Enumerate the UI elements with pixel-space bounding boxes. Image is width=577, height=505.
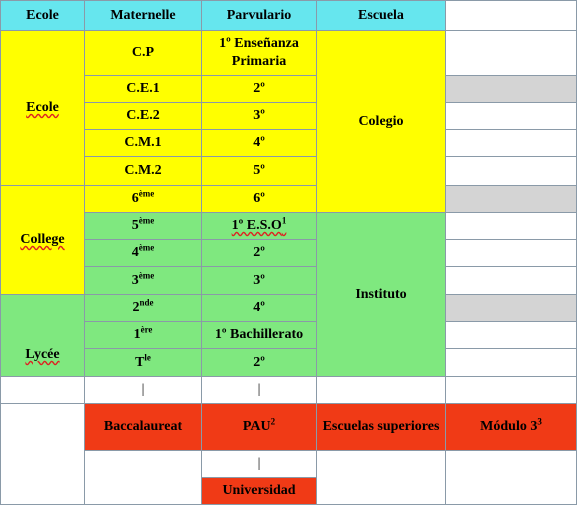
cp-label: C.P [131, 45, 155, 60]
bachillerato-2-cell [201, 348, 317, 377]
lycee-label: Lycée [25, 347, 60, 362]
ce1-label: C.E.1 [126, 81, 160, 96]
cm2-cell [84, 156, 202, 186]
eso-4-cell [201, 294, 317, 322]
empty-cell [0, 376, 85, 404]
connector-line: | [257, 456, 261, 471]
escuelas-superiores-cell [316, 403, 446, 451]
empty-cell [445, 266, 577, 295]
primaria-6-label: 6º [253, 191, 265, 206]
primaria-4-cell [201, 129, 317, 157]
ce2-cell [84, 102, 202, 130]
instituto-cell [316, 212, 446, 377]
eso-3-label: 3º [253, 272, 265, 288]
bachillerato-2-label: 2º [253, 354, 265, 370]
cinquieme-label: 5ème [131, 215, 155, 233]
instituto-label: Instituto [355, 286, 407, 302]
escuelas-superiores-label: Escuelas superiores [322, 419, 440, 434]
modulo-3-cell [445, 403, 577, 451]
empty-cell [0, 403, 85, 505]
universidad-cell [201, 477, 317, 505]
connector-line: | [257, 382, 261, 397]
header-label: Escuela [358, 7, 404, 23]
quatrieme-label: 4ème [131, 242, 155, 260]
empty-cell [316, 450, 446, 505]
empty-cell [445, 321, 577, 349]
primaria-4-label: 4º [253, 135, 265, 150]
college-label: College [20, 232, 65, 247]
universidad-label: Universidad [222, 483, 296, 498]
header-empty [445, 0, 577, 31]
empty-cell [445, 129, 577, 157]
baccalaureat-cell [84, 403, 202, 451]
premiere-label: 1ère [133, 324, 153, 342]
header-escuela [316, 0, 446, 31]
troisieme-cell [84, 266, 202, 295]
primaria-3-cell [201, 102, 317, 130]
arrow-cell [84, 376, 202, 404]
arrow-cell [201, 450, 317, 478]
modulo-3-label: Módulo $3^3$ [480, 416, 542, 434]
cm1-label: C.M.1 [124, 135, 162, 150]
eso-2-cell [201, 239, 317, 267]
empty-cell [445, 212, 577, 240]
empty-cell [445, 239, 577, 267]
premiere-cell [84, 321, 202, 349]
empty-cell [445, 102, 577, 130]
baccalaureat-label: Baccalaureat [103, 419, 183, 434]
quatrieme-cell [84, 239, 202, 267]
primaria-6-cell [201, 185, 317, 213]
pau-cell [201, 403, 317, 451]
sixieme-label: 6ème [131, 188, 155, 206]
eso-3-cell [201, 266, 317, 295]
eso-1-cell [201, 212, 317, 240]
sixieme-cell [84, 185, 202, 213]
colegio-cell [316, 30, 446, 213]
ecole-cell [0, 30, 85, 186]
bachillerato-1-cell [201, 321, 317, 349]
colegio-label: Colegio [358, 113, 404, 129]
bachillerato-1-label: 1º Bachillerato [214, 327, 304, 342]
pau-label: PAU$^2$ [242, 416, 276, 434]
college-cell [0, 185, 85, 295]
primaria-2-cell [201, 75, 317, 103]
seconde-cell [84, 294, 202, 322]
header-parvulario [201, 0, 317, 31]
primaria-1-label: 1º Enseñanza Primaria [219, 36, 299, 69]
header-maternelle [84, 0, 202, 31]
header-ecole [0, 0, 85, 31]
cm1-cell [84, 129, 202, 157]
ecole-label: Ecole [26, 100, 59, 115]
terminale-label: $T^{le}$ [135, 351, 151, 370]
empty-cell [445, 376, 577, 404]
eso-1-label: 1º $E.S.O^1$ [231, 215, 287, 233]
cp-cell [84, 30, 202, 76]
ce1-cell [84, 75, 202, 103]
primaria-5-cell [201, 156, 317, 186]
arrow-cell [201, 376, 317, 404]
eso-2-label: 2º [253, 245, 265, 260]
empty-cell [445, 348, 577, 377]
primaria-3-label: 3º [253, 108, 265, 123]
empty-cell [316, 376, 446, 404]
primaria-1-cell [201, 30, 317, 76]
cinquieme-cell [84, 212, 202, 240]
lycee-cell [0, 294, 85, 377]
empty-cell [445, 75, 577, 103]
empty-cell [445, 30, 577, 76]
empty-cell [445, 156, 577, 186]
connector-line: | [141, 382, 145, 397]
empty-cell [445, 185, 577, 213]
seconde-label: 2nde [132, 297, 154, 315]
empty-cell [84, 450, 202, 505]
ce2-label: C.E.2 [126, 108, 160, 123]
cm2-label: C.M.2 [124, 163, 162, 178]
empty-cell [445, 294, 577, 322]
primaria-2-label: 2º [253, 81, 265, 96]
terminale-cell [84, 348, 202, 377]
header-label: Ecole [26, 7, 59, 23]
primaria-5-label: 5º [253, 163, 265, 178]
header-label: Parvulario [226, 7, 292, 23]
troisieme-label: 3ème [131, 269, 155, 288]
empty-cell [445, 450, 577, 505]
eso-4-label: 4º [253, 300, 265, 315]
header-label: Maternelle [110, 7, 176, 23]
